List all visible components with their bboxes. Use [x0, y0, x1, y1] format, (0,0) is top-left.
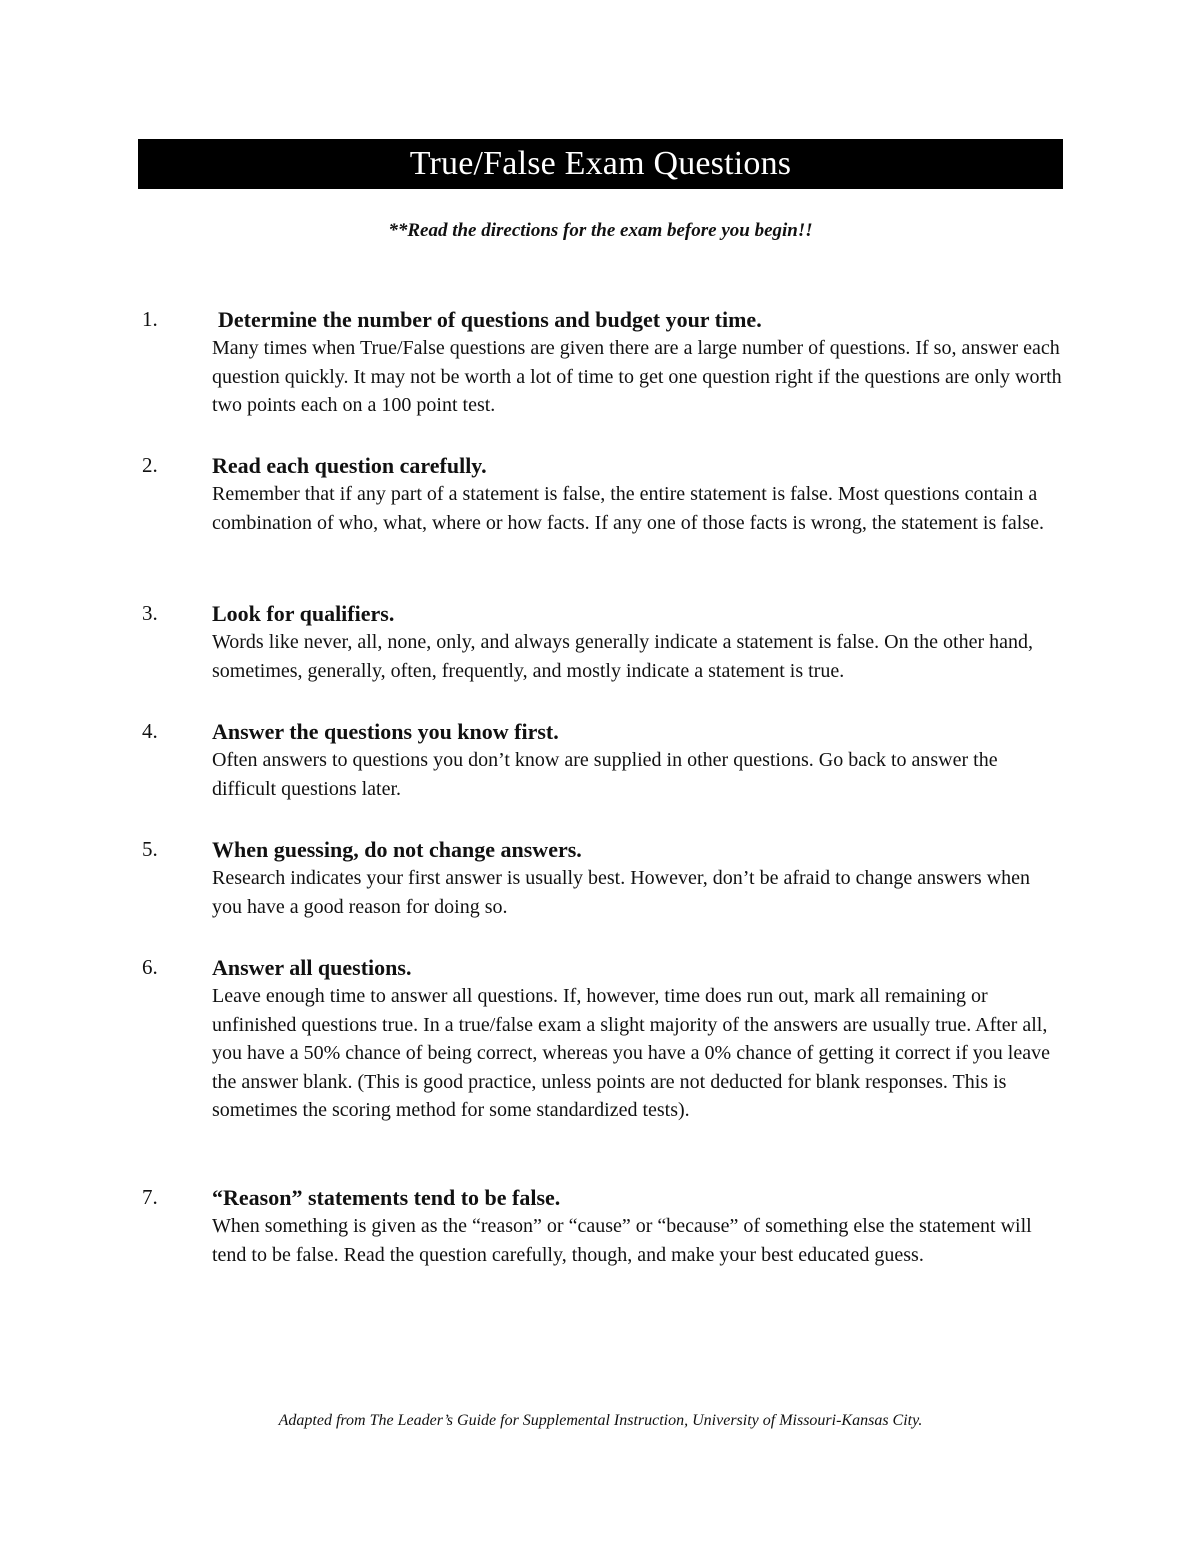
tip-heading: When guessing, do not change answers. [212, 837, 582, 862]
tip-body: Remember that if any part of a statement is false, the entire statement is false. Most questions contain a combination of who, what, where or how facts. If any one of those facts is wrong, the statement is false. [212, 483, 1044, 534]
tip-body: Many times when True/False questions are given there are a large number of questions. If so, answer each question quickly. It may not be worth a lot of time to get one question right if the questions are only worth two points each on a 100 point test. [212, 337, 1062, 417]
tip-body: Leave enough time to answer all questions. If, however, time does run out, mark all remaining or unfinished questions true. In a true/false exam a slight majority of the answers are usually true. After all, you have a 50% chance of being correct, whereas you have a 0% chance of getting it correct if you leave the answer blank. (This is good practice, unless points are not deducted for blank responses. This is sometimes the scoring method for some standardized tests). [212, 985, 1050, 1122]
page-title-bar [138, 139, 1063, 189]
tip-body: When something is given as the “reason” or “cause” or “because” of something else the statement will tend to be false. Read the question carefully, though, and make your best educated guess. [212, 1215, 1032, 1266]
tip-number: 6. [142, 955, 158, 979]
tip-number: 5. [142, 837, 158, 861]
page-title: True/False Exam Questions [409, 145, 792, 182]
tip-heading: Read each question carefully. [212, 453, 487, 478]
tip-number: 1. [142, 307, 158, 331]
tip-body: Research indicates your first answer is usually best. However, don’t be afraid to change answers when you have a good reason for doing so. [212, 867, 1031, 918]
directions-note: **Read the directions for the exam before you begin!! [388, 220, 813, 241]
tip-body: Words like never, all, none, only, and always generally indicate a statement is false. On the other hand, sometimes, generally, often, frequently, and mostly indicate a statement is true. [212, 631, 1034, 682]
tip-number: 4. [142, 719, 158, 743]
attribution-footer: Adapted from The Leader’s Guide for Supplemental Instruction, University of Missouri-Kansas City. [278, 1412, 923, 1429]
tip-heading: Answer all questions. [212, 955, 412, 980]
tip-heading: “Reason” statements tend to be false. [212, 1185, 561, 1210]
tip-number: 7. [142, 1185, 158, 1209]
tip-heading: Answer the questions you know first. [212, 719, 559, 744]
tip-heading: Determine the number of questions and budget your time. [218, 307, 762, 332]
tip-number: 2. [142, 453, 158, 477]
tip-heading: Look for qualifiers. [212, 601, 395, 626]
tip-number: 3. [142, 601, 158, 625]
tip-body: Often answers to questions you don’t know are supplied in other questions. Go back to answer the difficult questions later. [212, 749, 998, 800]
